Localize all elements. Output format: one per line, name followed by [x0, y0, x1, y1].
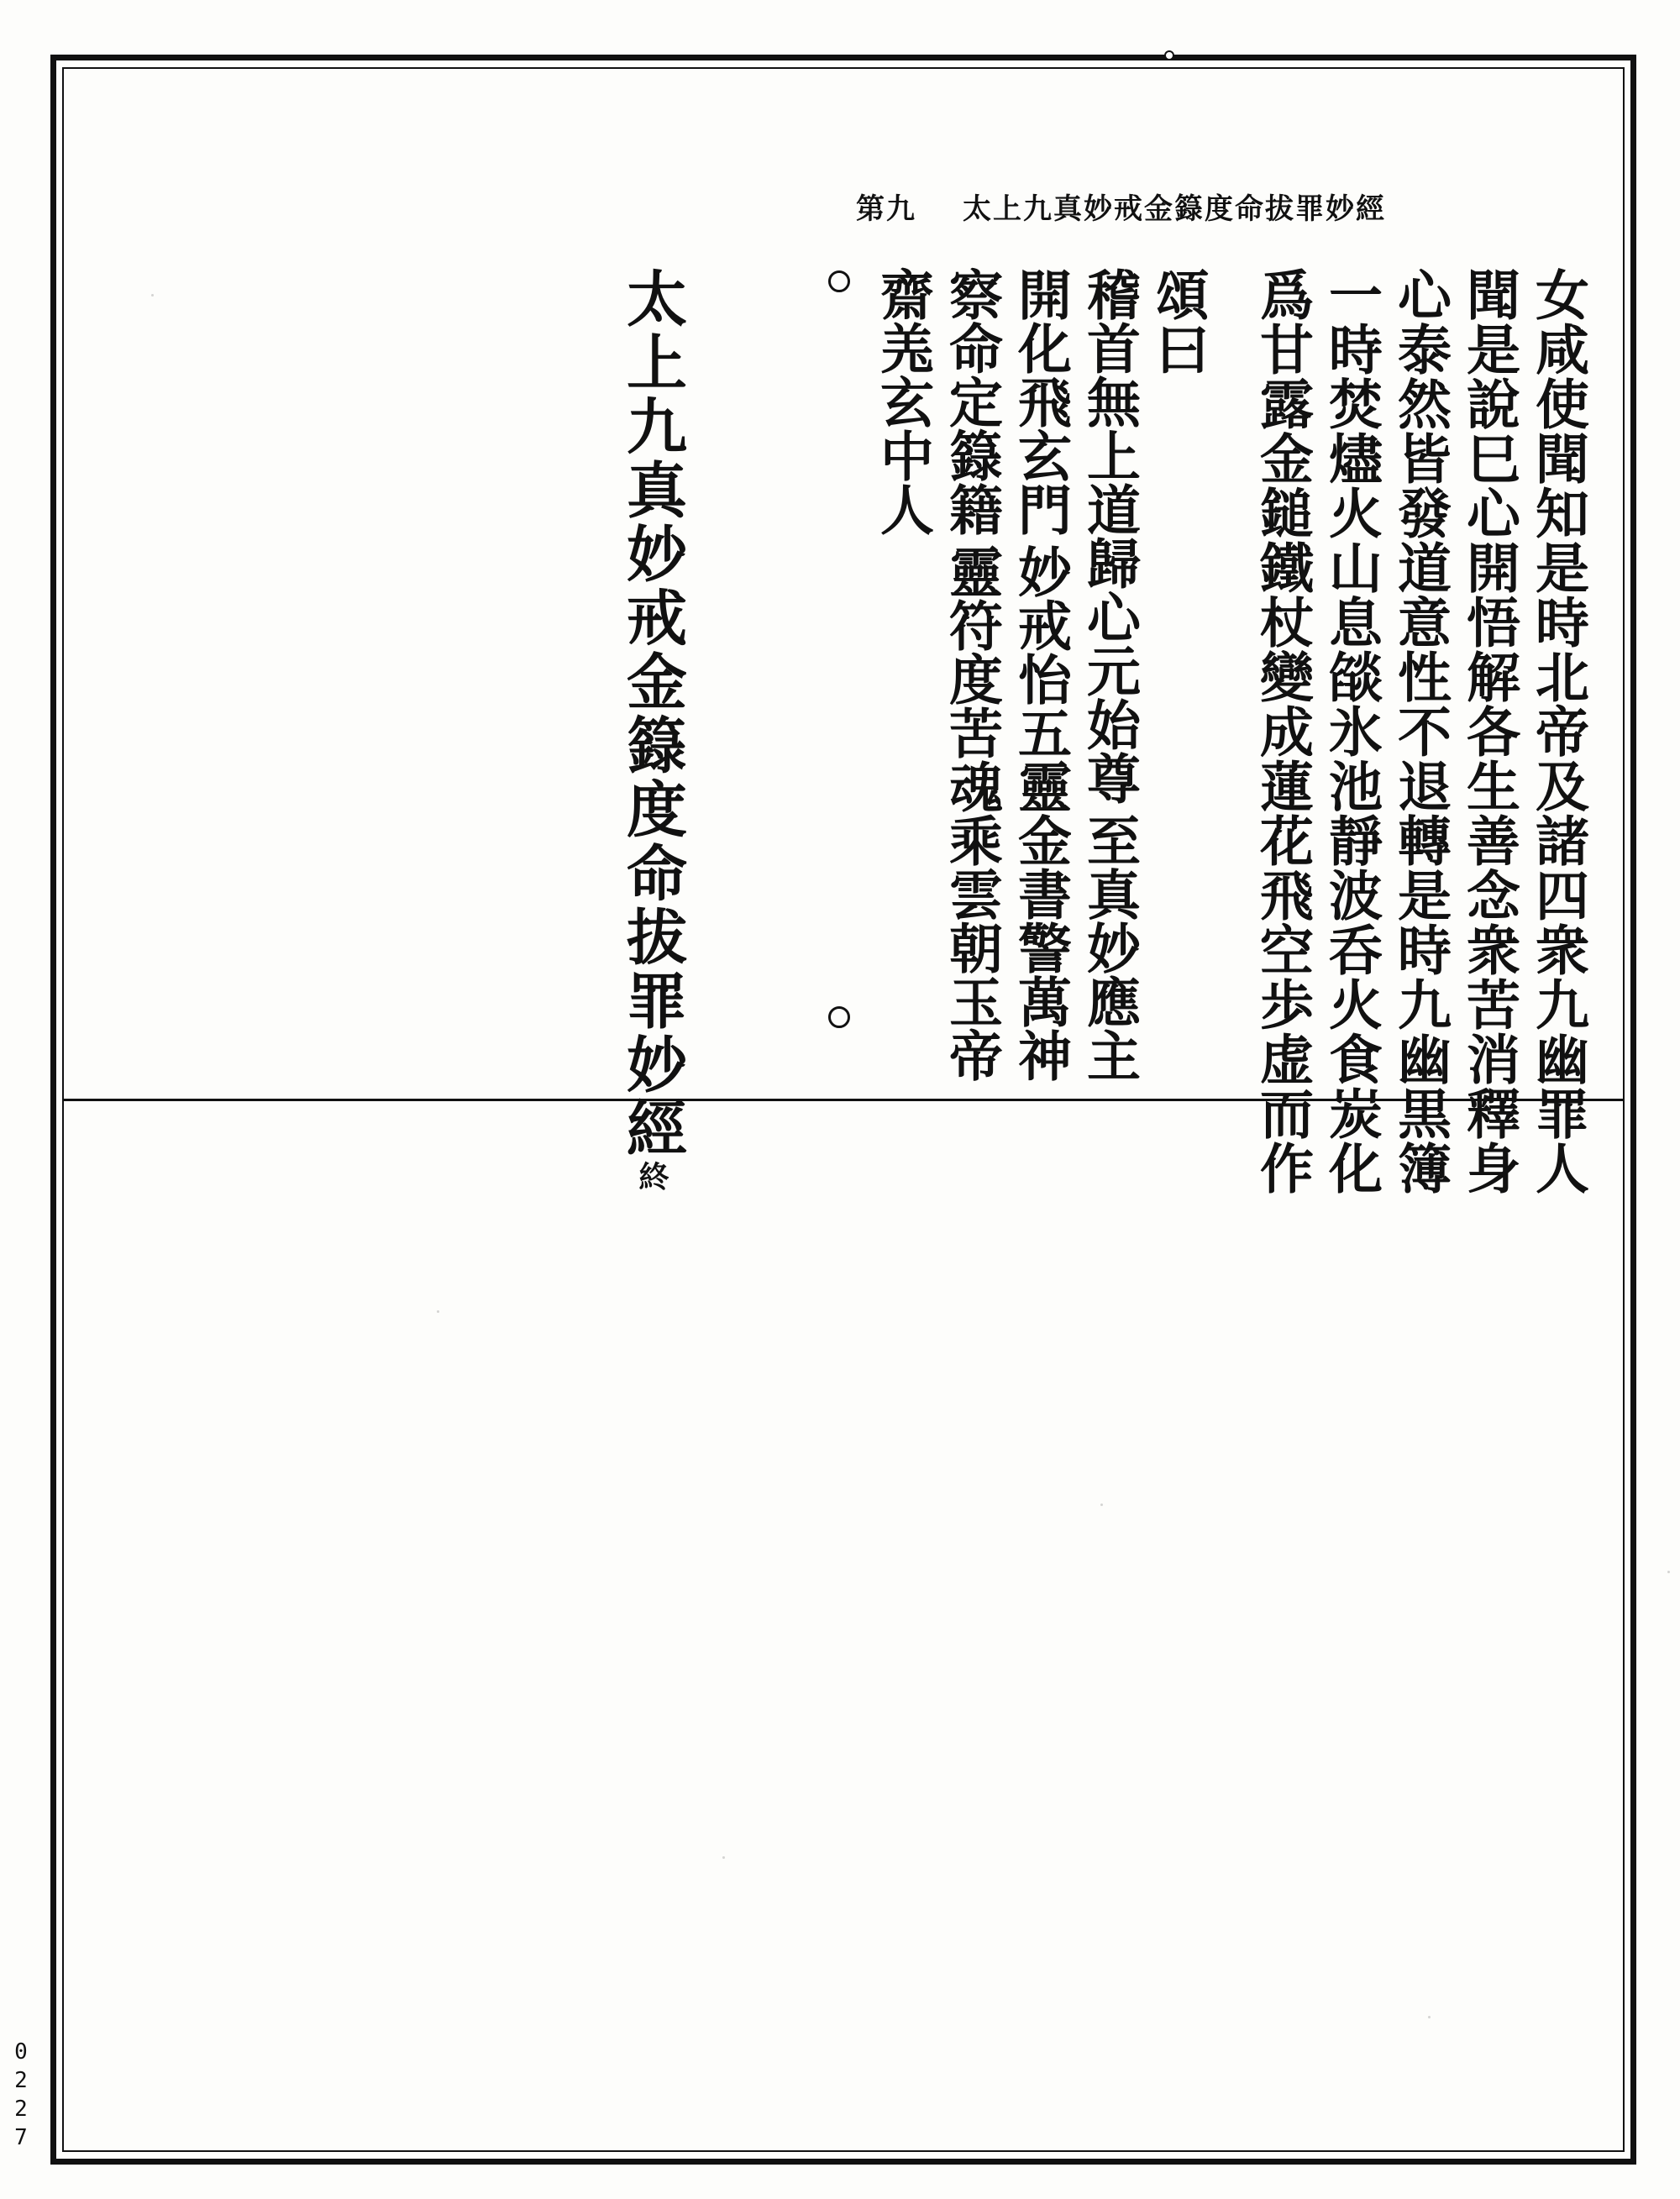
paper-speck — [1428, 2016, 1431, 2018]
paper-speck — [151, 294, 154, 297]
header-section-number: 第九 — [856, 192, 916, 226]
paper-speck — [722, 1856, 725, 1859]
colophon-title-text: 太上九真妙戒金籙度命拔罪妙經 — [617, 267, 688, 1161]
paper-speck — [437, 1310, 439, 1313]
body-column-6-verse-heading: 頌曰 — [1147, 267, 1210, 376]
body-column-4: 一時焚燼火山息燄氷池靜波呑火食炭化 — [1320, 267, 1383, 1195]
colophon-title — [617, 267, 688, 1194]
binding-hole-icon — [1164, 50, 1174, 60]
verse-line-upper-4: 齋𦍑玄中人 — [871, 267, 934, 536]
verse-line-upper-3: 察命定籙籍 — [940, 267, 1003, 536]
body-column-2: 聞是說巳心開悟解各生善念衆苦消釋身 — [1457, 267, 1520, 1195]
page-number: 0227 — [8, 2039, 34, 2154]
verse-line-middle-3: 靈符度苦魂 — [940, 544, 1003, 813]
verse-line-lower-2: 金書警萬神 — [1009, 813, 1072, 1082]
circle-marker-bottom-icon — [828, 1006, 850, 1028]
verse-line-middle-2: 妙戒怡五靈 — [1009, 544, 1072, 813]
verse-line-lower-3: 乘雲朝玉帝 — [940, 813, 1003, 1082]
running-header — [731, 186, 1386, 225]
body-column-1: 女咸使聞知是時北帝及諸四衆九幽罪人 — [1526, 267, 1589, 1195]
verse-line-upper-1: 稽首無上道 — [1078, 267, 1141, 536]
body-column-5: 爲甘露金鎚鐵杖變成蓮花飛空歩虚而作 — [1251, 267, 1314, 1195]
verse-line-middle-1: 歸心元始尊 — [1078, 536, 1141, 805]
paper-speck — [1667, 1571, 1670, 1573]
circle-marker-top-icon — [828, 270, 850, 292]
body-column-3: 心泰然皆發道意性不退轉是時九幽黒簿 — [1389, 267, 1452, 1195]
verse-line-upper-2: 開化飛玄門 — [1009, 267, 1072, 536]
header-title: 太上九真妙戒金籙度命拔罪妙經 — [963, 192, 1386, 226]
paper-speck — [1100, 1504, 1103, 1506]
colophon-end-mark: 終 — [634, 1161, 669, 1194]
verse-line-lower-1: 至真妙應主 — [1078, 813, 1141, 1082]
